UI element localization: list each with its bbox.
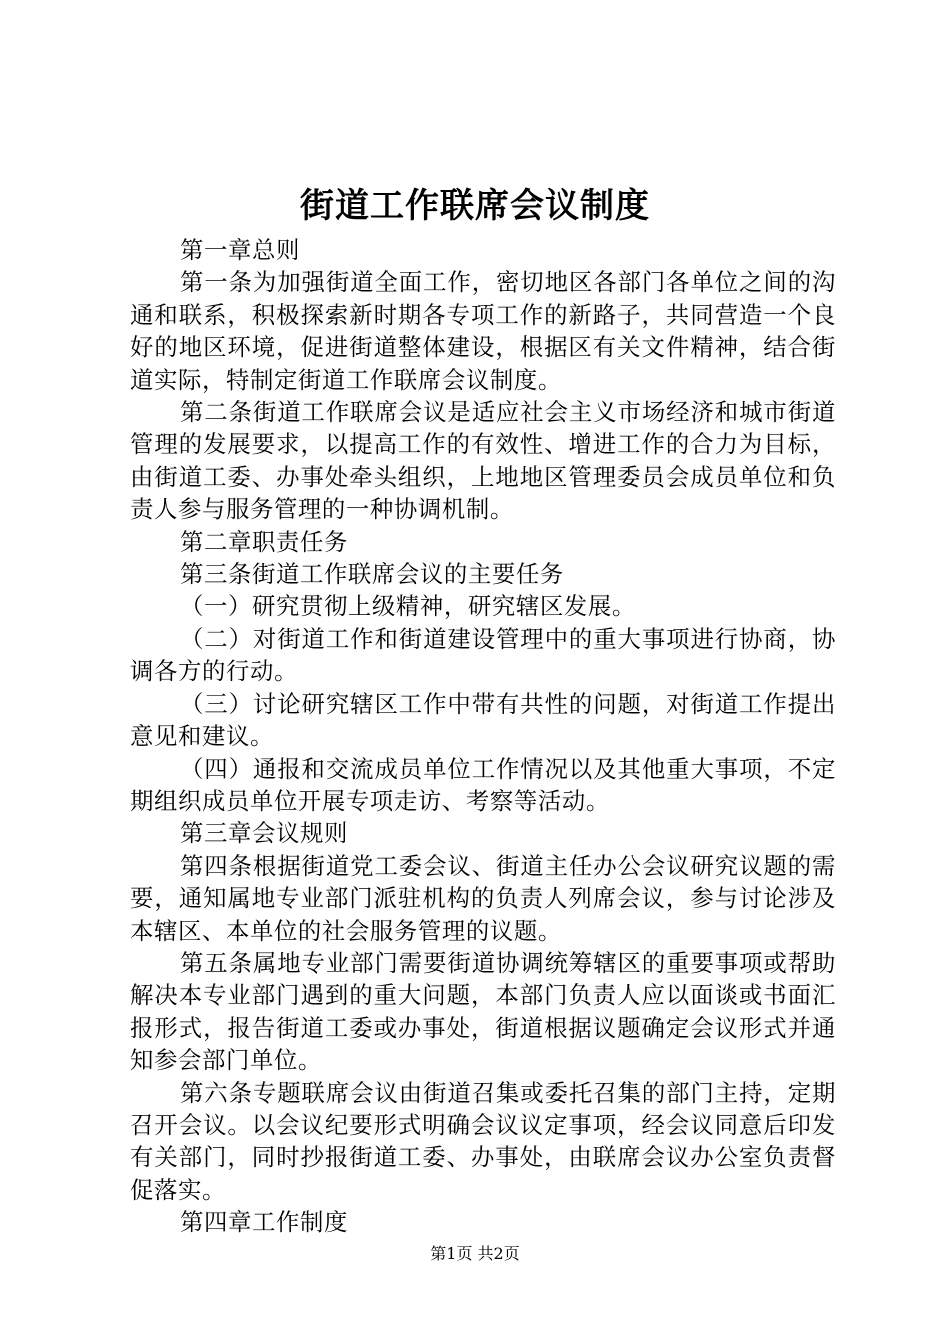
article-paragraph: 第三条街道工作联席会议的主要任务 bbox=[180, 560, 564, 589]
document-body bbox=[130, 234, 836, 1239]
chapter-heading: 第四章工作制度 bbox=[180, 1208, 348, 1237]
article-paragraph: 第五条属地专业部门需要街道协调统筹辖区的重要事项或帮助解决本专业部门遇到的重大问题，本部门负责人应以面谈或书面汇报形式，报告街道工委或办事处，街道根据议题确定会议形式并通知参会部门单位。 bbox=[130, 948, 836, 1075]
page-footer bbox=[0, 1244, 950, 1264]
chapter-heading: 第三章会议规则 bbox=[180, 819, 348, 848]
list-item: （二）对街道工作和街道建设管理中的重大事项进行协商，协调各方的行动。 bbox=[130, 624, 836, 686]
chapter-heading: 第二章职责任务 bbox=[180, 527, 348, 556]
chapter-heading: 第一章总则 bbox=[180, 236, 300, 264]
article-paragraph: 第六条专题联席会议由街道召集或委托召集的部门主持，定期召开会议。以会议纪要形式明确会议议定事项，经会议同意后印发有关部门，同时抄报街道工委、办事处，由联席会议办公室负责督促落实。 bbox=[130, 1078, 836, 1204]
page-total: 共2页 bbox=[477, 1244, 520, 1263]
document-title: 街道工作联席会议制度 bbox=[300, 186, 650, 226]
article-paragraph: 第二条街道工作联席会议是适应社会主义市场经济和城市街道管理的发展要求，以提高工作的有效性、增进工作的合力为目标，由街道工委、办事处牵头组织，上地地区管理委员会成员单位和负责人参与服务管理的一种协调机制。 bbox=[130, 398, 836, 524]
list-item: （三）讨论研究辖区工作中带有共性的问题，对街道工作提出意见和建议。 bbox=[130, 689, 836, 751]
list-item: （四）通报和交流成员单位工作情况以及其他重大事项，不定期组织成员单位开展专项走访、考察等活动。 bbox=[130, 754, 836, 815]
page-number: 第1页 bbox=[430, 1244, 473, 1263]
list-item: （一）研究贯彻上级精神，研究辖区发展。 bbox=[180, 592, 636, 621]
article-paragraph: 第一条为加强街道全面工作，密切地区各部门各单位之间的沟通和联系，积极探索新时期各专项工作的新路子，共同营造一个良好的地区环境，促进街道整体建设，根据区有关文件精神，结合街道实际，特制定街道工作联席会议制度。 bbox=[130, 268, 836, 394]
article-paragraph: 第四条根据街道党工委会议、街道主任办公会议研究议题的需要，通知属地专业部门派驻机构的负责人列席会议，参与讨论涉及本辖区、本单位的社会服务管理的议题。 bbox=[130, 851, 836, 945]
